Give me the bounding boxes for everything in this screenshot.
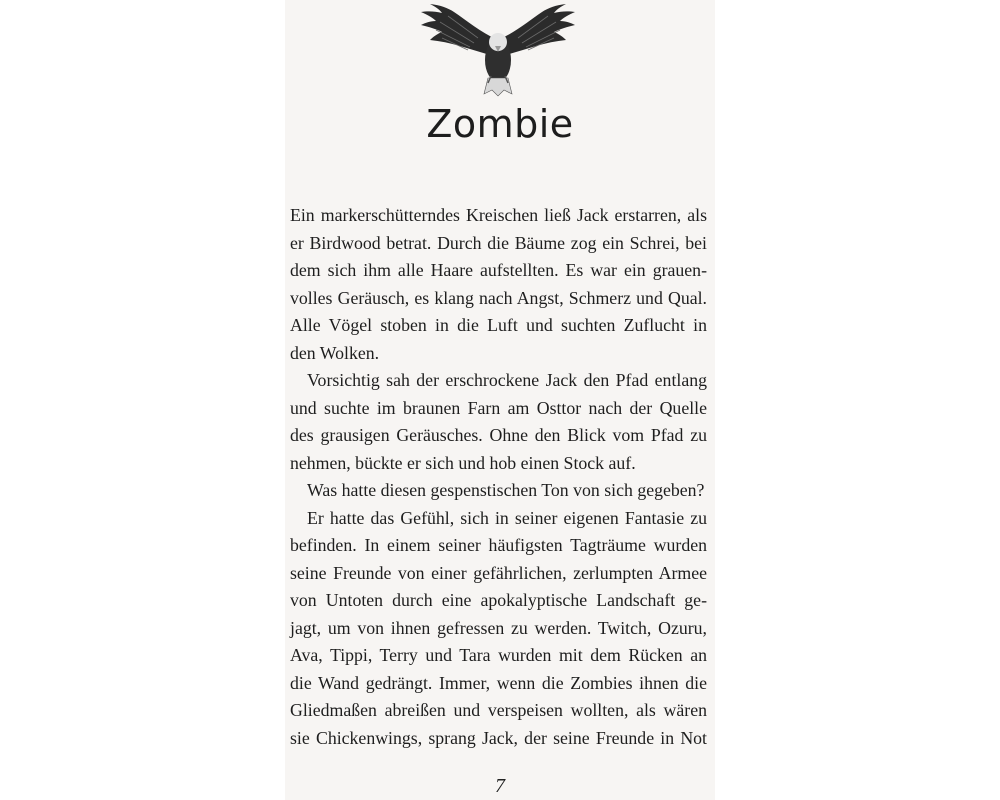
eagle-illustration [418,2,578,97]
book-page [285,0,715,800]
text-line: die Wand gedrängt. Immer, wenn die Zombies ihnen die [290,672,707,693]
text-line: jagt, um von ihnen gefressen zu werden. Twitch, Ozuru, [290,617,707,638]
text-line: Ein markerschütterndes Kreischen ließ Jack erstarren, als [290,205,707,225]
text-line: nehmen, bückte er sich und hob einen Stock auf. [290,452,636,473]
text-line: volles Geräusch, es klang nach Angst, Schmerz und Qual. [290,287,707,308]
text-line: Gliedmaßen abreißen und verspeisen wollten, als wären [290,700,707,720]
text-line: Er hatte das Gefühl, sich in seiner eigenen Fantasie zu [307,507,707,528]
chapter-body-text [290,202,707,752]
text-line: von Untoten durch eine apokalyptische Landschaft ge- [290,590,707,610]
text-line: dem sich ihm alle Haare aufstellten. Es war ein grauen- [290,260,707,280]
text-line: sie Chickenwings, sprang Jack, der seine Freunde in Not [290,727,707,748]
text-line: Alle Vögel stoben in die Luft und suchten Zuflucht in [290,315,707,335]
text-line: und suchte im braunen Farn am Osttor nach der Quelle [290,397,707,418]
page-number: 7 [495,775,505,797]
text-line: befinden. In einem seiner häufigsten Tagträume wurden [290,535,707,555]
text-line: Was hatte diesen gespenstischen Ton von sich gegeben? [307,480,705,500]
chapter-title: Zombie [426,102,574,146]
text-line: den Wolken. [290,342,380,363]
text-line: seine Freunde von einer gefährlichen, zerlumpten Armee [290,562,707,583]
text-line: er Birdwood betrat. Durch die Bäume zog ein Schrei, bei [290,232,707,253]
text-line: Vorsichtig sah der erschrockene Jack den Pfad entlang [307,370,707,390]
text-line: des grausigen Geräusches. Ohne den Blick vom Pfad zu [290,425,707,445]
text-line: Ava, Tippi, Terry und Tara wurden mit dem Rücken an [290,645,707,665]
